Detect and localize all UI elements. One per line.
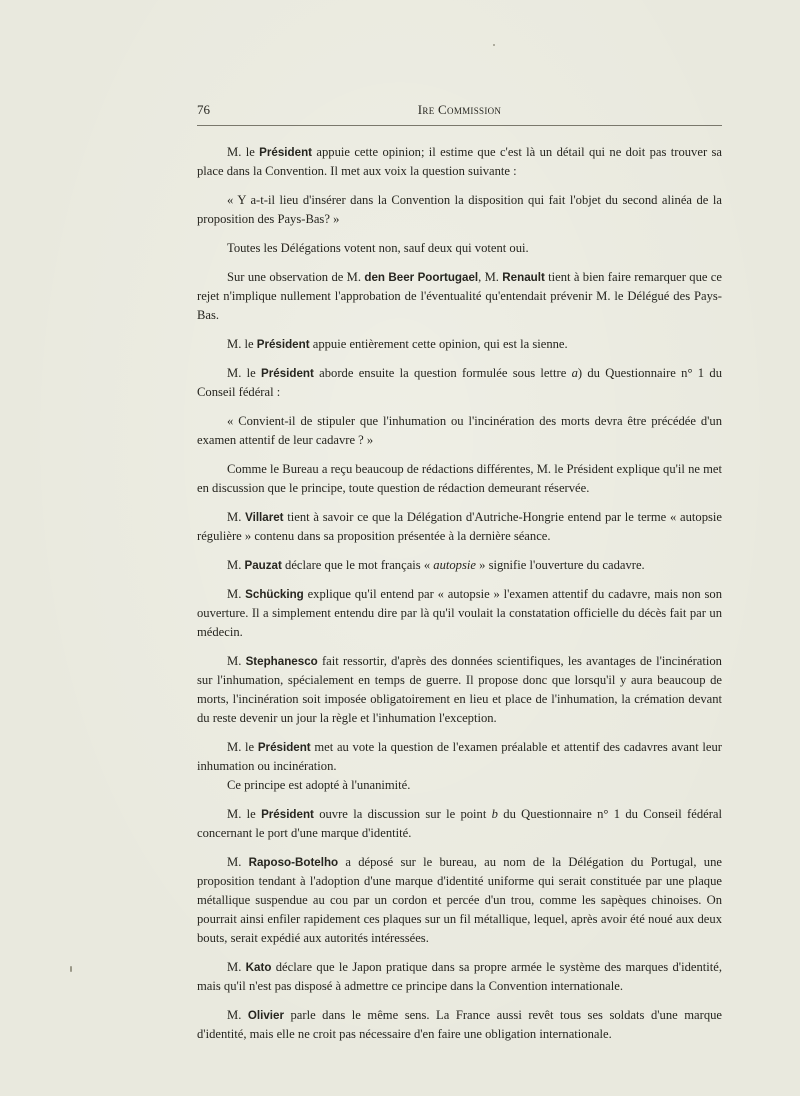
page-number: 76 — [197, 102, 210, 117]
paragraph: M. Schücking explique qu'il entend par « autopsie » l'examen attentif du cadavre, mais non son ouverture. Il a simplement entendu dire par là qu'il voulait la constatation officielle du décès fait par un médecin. — [197, 587, 722, 639]
paragraph: Toutes les Délégations votent non, sauf deux qui votent oui. — [227, 241, 529, 255]
paragraph: M. Raposo-Botelho a déposé sur le bureau, au nom de la Délégation du Portugal, une proposition tendant à l'adoption d'une marque d'identité uniforme qui serait constituée par une plaque métallique suspendue au cou par un cordon et percée d'un trou, comme les sapèques chinoises. On pourrait ainsi enfiler rapidement ces plaques sur un fil métallique, lequel, après avoir été noué aux deux bouts, serait expédié aux autorités intéressées. — [197, 855, 722, 945]
speaker-name: Président — [259, 146, 313, 159]
paragraph: Ce principe est adopté à l'unanimité. — [227, 778, 411, 792]
paper-speck — [70, 966, 72, 972]
paragraph: M. Villaret tient à savoir ce que la Délégation d'Autriche-Hongrie entend par le terme « autopsie régulière » contenu dans sa proposition présentée à la dernière séance. — [197, 510, 722, 543]
paragraph: M. Pauzat déclare que le mot français « autopsie » signifie l'ouverture du cadavre. — [227, 558, 645, 572]
speaker-name: Renault — [502, 271, 545, 284]
speaker-name: den Beer Poortugael — [364, 271, 479, 284]
quoted-question: « Y a-t-il lieu d'insérer dans la Convention la disposition qui fait l'objet du second alinéa de la proposition des Pays-Bas? » — [197, 193, 722, 226]
paragraph: M. le Président ouvre la discussion sur le point b du Questionnaire n° 1 du Conseil fédéral concernant le port d'une marque d'identité. — [197, 807, 723, 840]
paragraph: M. Stephanesco fait ressortir, d'après des données scientifiques, les avantages de l'incinération sur l'inhumation, spécialement en temps de guerre. Il propose donc que lorsqu'il y aura beaucoup de morts, l'incinération soit imposée obligatoirement en lieu et place de l'inhumation, la crémation devant du reste devenir un jour la règle et l'inhumation l'exception. — [197, 654, 722, 725]
paragraph: Comme le Bureau a reçu beaucoup de rédactions différentes, M. le Président explique qu'il ne met en discussion que le principe, toute question de rédaction demeurant réservée. — [197, 462, 722, 495]
paragraph: M. Olivier parle dans le même sens. La France aussi revêt tous ses soldats d'une marque d'identité, mais elle ne croit pas nécessaire d'en faire une obligation internationale. — [197, 1008, 723, 1041]
speaker-name: Villaret — [245, 511, 284, 524]
quoted-question: « Convient-il de stipuler que l'inhumation ou l'incinération des morts devra être précédée d'un examen attentif de leur cadavre ? » — [197, 414, 722, 447]
paragraph: Sur une observation de M. den Beer Poortugael, M. Renault tient à bien faire remarquer que ce rejet n'implique nullement l'approbation de l'éventualité qu'entendait prévenir M. le Délégué des Pays-Bas. — [197, 270, 722, 322]
speaker-name: Pauzat — [244, 559, 282, 572]
speaker-name: Schücking — [245, 588, 304, 601]
header-rule — [197, 125, 722, 126]
running-title: Ire Commission — [417, 102, 502, 117]
paragraph: M. Kato déclare que le Japon pratique dans sa propre armée le système des marques d'identité, mais qu'il n'est pas disposé à admettre ce principe dans la Convention internationale. — [197, 960, 722, 993]
speaker-name: Kato — [245, 961, 272, 974]
speaker-name: Président — [256, 338, 310, 351]
paper-speck — [493, 44, 495, 46]
paragraph: M. le Président appuie cette opinion; il estime que c'est là un détail qui ne doit pas trouver sa place dans la Convention. Il met aux voix la question suivante : — [197, 145, 722, 178]
speaker-name: Stephanesco — [245, 655, 318, 668]
paragraph: M. le Président appuie entièrement cette opinion, qui est la sienne. — [227, 337, 568, 351]
speaker-name: Raposo-Botelho — [248, 856, 339, 869]
speaker-name: Président — [261, 367, 314, 380]
speaker-name: Président — [257, 741, 311, 754]
speaker-name: Olivier — [247, 1009, 284, 1022]
body-text — [197, 143, 722, 1054]
speaker-name: Président — [261, 808, 314, 821]
paragraph: M. le Président aborde ensuite la question formulée sous lettre a) du Questionnaire n° 1 du Conseil fédéral : — [197, 366, 722, 399]
page-header — [197, 102, 722, 122]
paragraph: M. le Président met au vote la question de l'examen préalable et attentif des cadavres avant leur inhumation ou incinération. — [197, 740, 722, 773]
